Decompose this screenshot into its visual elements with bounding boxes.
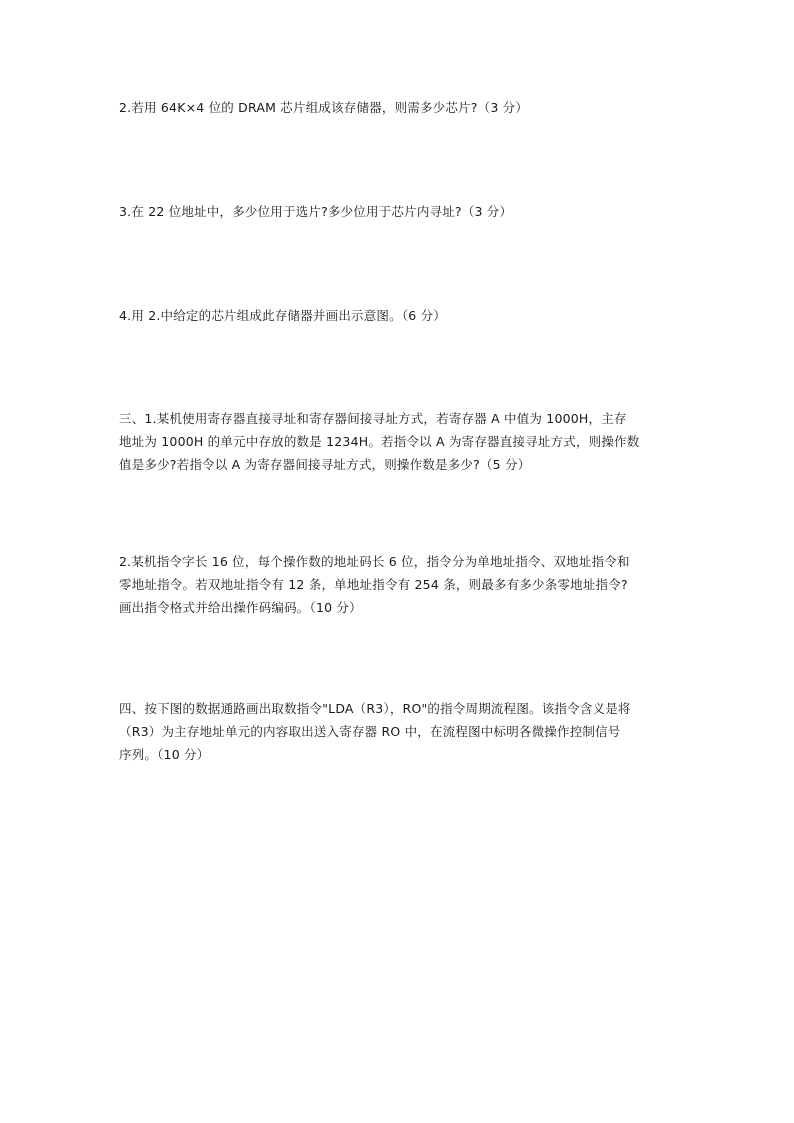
question-line: 零地址指令。若双地址指令有 12 条，单地址指令有 254 条，则最多有多少条零地址指令?	[119, 577, 628, 592]
question-line: 序列。（10 分）	[119, 747, 210, 762]
question-line: 四、按下图的数据通路画出取数指令"LDA（R3），RO"的指令周期流程图。该指令含义是将	[119, 701, 631, 716]
question-line: 2.若用 64K×4 位的 DRAM 芯片组成该存储器，则需多少芯片?（3 分）	[119, 100, 529, 115]
question-line: 地址为 1000H 的单元中存放的数是 1234H。若指令以 A 为寄存器直接寻址方式，则操作数	[119, 434, 640, 449]
question-4-memory-diagram	[119, 304, 679, 327]
question-3-address-bits	[119, 200, 679, 223]
question-line: 2.某机指令字长 16 位，每个操作数的地址码长 6 位，指令分为单地址指令、双地址指令和	[119, 554, 630, 569]
question-line: 值是多少?若指令以 A 为寄存器间接寻址方式，则操作数是多少?（5 分）	[119, 457, 531, 472]
question-2-memory-chips	[119, 96, 679, 119]
question-line: 4.用 2.中给定的芯片组成此存储器并画出示意图。（6 分）	[119, 308, 447, 323]
section-3-question-2-instruction-format	[119, 550, 679, 619]
question-line: 3.在 22 位地址中，多少位用于选片?多少位用于芯片内寻址?（3 分）	[119, 204, 513, 219]
question-line: 三、1.某机使用寄存器直接寻址和寄存器间接寻址方式，若寄存器 A 中值为 1000H，主存	[119, 411, 627, 426]
section-3-question-1-addressing	[119, 407, 679, 476]
section-4-instruction-cycle-flow	[119, 697, 679, 766]
question-line: 画出指令格式并给出操作码编码。（10 分）	[119, 600, 362, 615]
question-line: （R3）为主存地址单元的内容取出送入寄存器 RO 中，在流程图中标明各微操作控制信号	[119, 724, 621, 739]
